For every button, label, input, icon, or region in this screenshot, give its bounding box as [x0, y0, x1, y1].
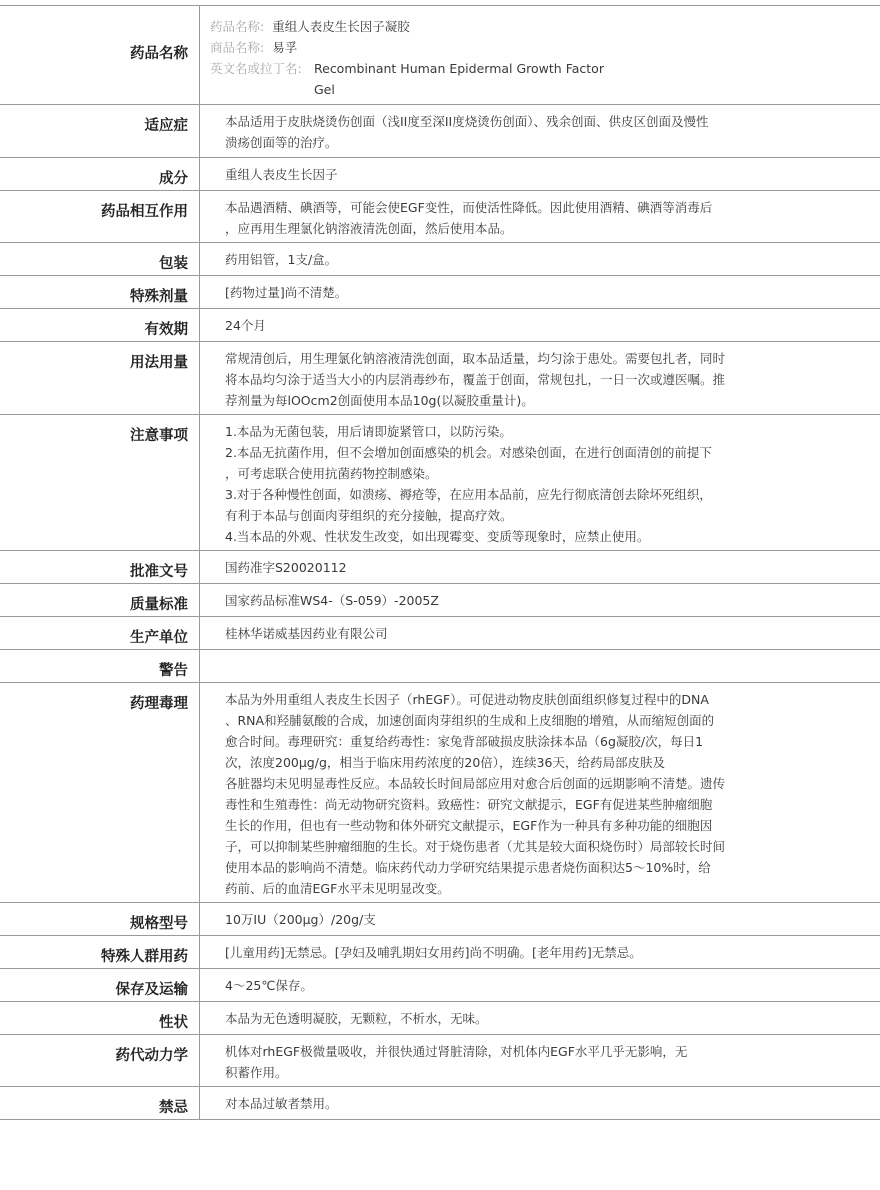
row-value-text	[200, 342, 880, 411]
row-label: 药品相互作用	[0, 191, 200, 242]
row-value-text	[200, 276, 880, 303]
value-line: 2.本品无抗菌作用，但不会增加创面感染的机会。对感染创面，在进行创面清创的前提下	[225, 445, 712, 460]
value-line: 本品为无色透明凝胶，无颗粒，不析水，无味。	[225, 1011, 488, 1026]
english-name-key: 英文名或拉丁名:	[210, 61, 302, 76]
value-line: 本品遇酒精、碘酒等，可能会使EGF变性，而使活性降低。因此使用酒精、碘酒等消毒后	[225, 200, 713, 215]
row-label: 质量标准	[0, 584, 200, 616]
value-line: 桂林华诺威基因药业有限公司	[225, 626, 388, 641]
row-value-text	[200, 309, 880, 336]
row-value	[200, 936, 880, 968]
value-line: 生长的作用，但也有一些动物和体外研究文献提示，EGF作为一种具有多种功能的细胞因	[225, 818, 713, 833]
row-label: 批准文号	[0, 551, 200, 583]
table-row	[0, 936, 880, 969]
value-line: 10万IU（200μg）/20g/支	[225, 912, 376, 927]
table-row	[0, 191, 880, 243]
value-line: 愈合时间。毒理研究：重复给药毒性：家兔背部破损皮肤涂抹本品（6g凝胶/次，每日1	[225, 734, 704, 749]
drug-info-table	[0, 5, 880, 1120]
value-line: 将本品均匀涂于适当大小的内层消毒纱布，覆盖于创面，常规包扎，一日一次或遵医嘱。推	[225, 372, 726, 387]
value-line: 药用铝管，1支/盒。	[225, 252, 338, 267]
row-label: 包装	[0, 243, 200, 275]
table-row	[0, 650, 880, 683]
table-row	[0, 309, 880, 342]
english-name-key-spacer	[210, 79, 314, 100]
table-row	[0, 584, 880, 617]
row-value-text	[200, 903, 880, 930]
value-line: 对本品过敏者禁用。	[225, 1096, 338, 1111]
trade-name-key: 商品名称:	[210, 40, 265, 55]
value-line: 、RNA和羟脯氨酸的合成，加速创面肉芽组织的生成和上皮细胞的增殖，从而缩短创面的	[225, 713, 715, 728]
value-line: ，应再用生理氯化钠溶液清洗创面，然后使用本品。	[225, 221, 513, 236]
value-line: 毒性和生殖毒性：尚无动物研究资料。致癌性：研究文献提示，EGF有促进某些肿瘤细胞	[225, 797, 713, 812]
value-line: 1.本品为无菌包装，用后请即旋紧管口，以防污染。	[225, 424, 512, 439]
value-line: 本品为外用重组人表皮生长因子（rhEGF）。可促进动物皮肤创面组织修复过程中的DNA	[225, 692, 709, 707]
english-name-value: Recombinant Human Epidermal Growth Factor	[314, 61, 604, 76]
table-row	[0, 1035, 880, 1087]
row-value	[200, 551, 880, 583]
row-value	[200, 650, 880, 682]
value-line: 本品适用于皮肤烧烫伤创面（浅II度至深II度烧烫伤创面）、残余创面、供皮区创面及慢性	[225, 114, 709, 129]
trade-name-value: 易孚	[272, 40, 298, 55]
english-name-line	[210, 58, 880, 79]
row-value-text	[200, 551, 880, 578]
value-line: 4.当本品的外观、性状发生改变，如出现霉变、变质等现象时，应禁止使用。	[225, 529, 650, 544]
row-label: 有效期	[0, 309, 200, 341]
row-value	[200, 903, 880, 935]
value-line: 机体对rhEGF极微量吸收，并很快通过肾脏清除，对机体内EGF水平几乎无影响，无	[225, 1044, 688, 1059]
table-row	[0, 1087, 880, 1120]
row-value	[200, 683, 880, 902]
table-row	[0, 1002, 880, 1035]
row-value-text	[200, 1087, 880, 1114]
row-value	[200, 309, 880, 341]
row-label: 药代动力学	[0, 1035, 200, 1086]
value-line: 常规清创后，用生理氯化钠溶液清洗创面，取本品适量，均匀涂于患处。需要包扎者，同时	[225, 351, 726, 366]
row-value	[200, 158, 880, 190]
row-label: 特殊剂量	[0, 276, 200, 308]
row-value	[200, 191, 880, 242]
row-label: 生产单位	[0, 617, 200, 649]
row-label: 性状	[0, 1002, 200, 1034]
english-name-line-2	[210, 79, 880, 100]
row-label: 用法用量	[0, 342, 200, 414]
drug-name-line	[210, 16, 880, 37]
value-line: 重组人表皮生长因子	[225, 167, 338, 182]
value-line: 24个月	[225, 318, 266, 333]
row-value-text	[200, 683, 880, 899]
row-value	[200, 105, 880, 157]
value-line: 使用本品的影响尚不清楚。临床药代动力学研究结果提示患者烧伤面积达5～10%时，给	[225, 860, 711, 875]
drug-name-value: 重组人表皮生长因子凝胶	[272, 19, 410, 34]
table-row	[0, 551, 880, 584]
row-label: 成分	[0, 158, 200, 190]
row-label: 规格型号	[0, 903, 200, 935]
value-line: 国家药品标准WS4-（S-059）-2005Z	[225, 593, 439, 608]
row-label: 警告	[0, 650, 200, 682]
row-value-text	[200, 617, 880, 644]
table-row	[0, 243, 880, 276]
row-value	[200, 969, 880, 1001]
table-row	[0, 683, 880, 903]
table-row	[0, 105, 880, 158]
row-value-text	[200, 650, 880, 656]
table-row	[0, 415, 880, 551]
row-value	[200, 276, 880, 308]
trade-name-line	[210, 37, 880, 58]
value-line: 4～25℃保存。	[225, 978, 313, 993]
row-label: 保存及运输	[0, 969, 200, 1001]
table-row	[0, 276, 880, 309]
row-value-text	[200, 191, 880, 239]
row-value	[200, 584, 880, 616]
row-value-text	[200, 969, 880, 996]
table-row	[0, 158, 880, 191]
value-line: 各脏器均未见明显毒性反应。本品较长时间局部应用对愈合后创面的远期影响不清楚。遗传	[225, 776, 726, 791]
row-value	[200, 1035, 880, 1086]
row-value-text	[200, 936, 880, 963]
row-value	[200, 1087, 880, 1119]
value-line: 荐剂量为每lOOcm2创面使用本品10g(以凝胶重量计)。	[225, 393, 534, 408]
row-value-text	[200, 158, 880, 185]
row-label: 注意事项	[0, 415, 200, 550]
value-line: [药物过量]尚不清楚。	[225, 285, 348, 300]
value-line: 积蓄作用。	[225, 1065, 288, 1080]
row-label: 药品名称	[0, 6, 200, 104]
row-label: 禁忌	[0, 1087, 200, 1119]
value-line: 子，可以抑制某些肿瘤细胞的生长。对于烧伤患者（尤其是较大面积烧伤时）局部较长时间	[225, 839, 726, 854]
value-line: 溃疡创面等的治疗。	[225, 135, 338, 150]
row-value	[200, 617, 880, 649]
row-label: 特殊人群用药	[0, 936, 200, 968]
value-line: 3.对于各种慢性创面，如溃疡、褥疮等，在应用本品前，应先行彻底清创去除坏死组织，	[225, 487, 712, 502]
row-value-text	[200, 1035, 880, 1083]
row-value	[200, 6, 880, 104]
value-line: 国药准字S20020112	[225, 560, 347, 575]
row-value-text	[200, 584, 880, 611]
row-value	[200, 1002, 880, 1034]
table-row	[0, 6, 880, 105]
table-row	[0, 617, 880, 650]
row-value-text	[200, 105, 880, 153]
value-line: 有利于本品与创面肉芽组织的充分接触，提高疗效。	[225, 508, 513, 523]
row-value-text	[200, 243, 880, 270]
row-value	[200, 342, 880, 414]
drug-name-key: 药品名称:	[210, 19, 265, 34]
value-line: [儿童用药]无禁忌。[孕妇及哺乳期妇女用药]尚不明确。[老年用药]无禁忌。	[225, 945, 642, 960]
row-value	[200, 243, 880, 275]
value-line: ，可考虑联合使用抗菌药物控制感染。	[225, 466, 438, 481]
table-row	[0, 342, 880, 415]
value-line: 次，浓度200μg/g，相当于临床用药浓度的20倍），连续36天，给药局部皮肤及	[225, 755, 665, 770]
english-name-value-cont: Gel	[314, 82, 335, 97]
row-value	[200, 415, 880, 550]
row-value-text	[200, 1002, 880, 1029]
table-row	[0, 969, 880, 1002]
value-line: 药前、后的血清EGF水平未见明显改变。	[225, 881, 450, 896]
table-row	[0, 903, 880, 936]
row-label: 适应症	[0, 105, 200, 157]
row-label: 药理毒理	[0, 683, 200, 902]
row-value-text	[200, 415, 880, 547]
